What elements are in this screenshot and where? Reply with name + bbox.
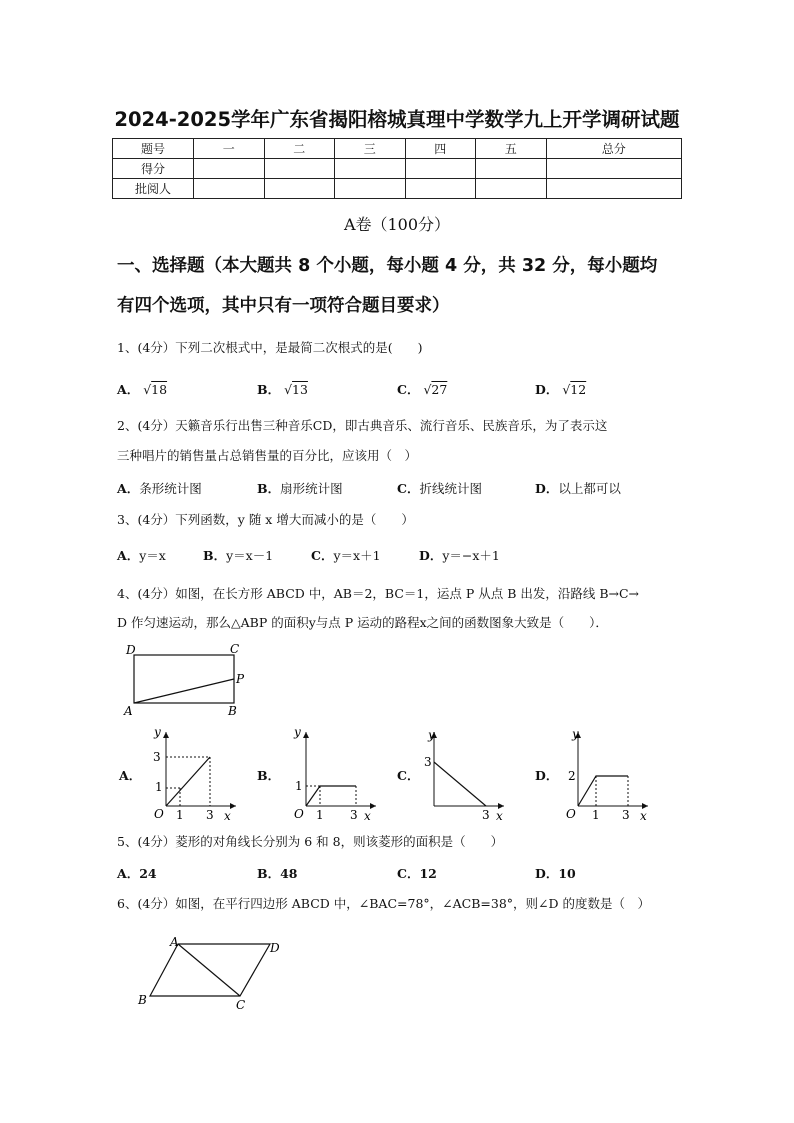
svg-text:2: 2 xyxy=(568,769,576,783)
option-a[interactable]: A．y＝x xyxy=(117,548,166,563)
table-header-cell: 一 xyxy=(194,139,265,159)
graph-option-b xyxy=(280,726,380,822)
option-d[interactable]: D． √12 xyxy=(535,382,587,397)
svg-text:1: 1 xyxy=(592,808,600,822)
option-c[interactable]: C．12 xyxy=(397,866,437,881)
question-2-options xyxy=(117,479,687,499)
vertex-label-d: D xyxy=(270,941,280,955)
part-heading-line1: 一、选择题（本大题共 8 个小题，每小题 4 分，共 32 分，每小题均 xyxy=(117,256,658,276)
svg-text:x: x xyxy=(496,809,503,822)
table-cell[interactable] xyxy=(476,179,547,199)
svg-text:3: 3 xyxy=(206,808,214,822)
table-row xyxy=(113,159,682,179)
table-header-cell: 总分 xyxy=(546,139,682,159)
table-cell[interactable] xyxy=(335,159,406,179)
svg-text:1: 1 xyxy=(176,808,184,822)
table-row-label: 批阅人 xyxy=(113,179,194,199)
option-d[interactable]: D．以上都可以 xyxy=(535,481,621,496)
question-4-stem-cont: D 作匀速运动，那么△ABP 的面积y与点 P 运动的路程x之间的函数图象大致是（ ）． xyxy=(117,615,608,630)
question-1-options xyxy=(117,380,687,400)
table-header-cell: 题号 xyxy=(113,139,194,159)
svg-text:O: O xyxy=(294,807,304,821)
option-c[interactable]: C．y＝x＋1 xyxy=(311,548,381,563)
table-cell[interactable] xyxy=(264,179,335,199)
part-heading-line2: 有四个选项，其中只有一项符合题目要求） xyxy=(117,296,450,316)
svg-text:3: 3 xyxy=(622,808,630,822)
option-c[interactable]: C．折线统计图 xyxy=(397,481,482,496)
option-b[interactable]: B． √13 xyxy=(257,382,308,397)
svg-text:1: 1 xyxy=(295,779,303,793)
option-b[interactable]: B． xyxy=(257,768,281,783)
table-cell[interactable] xyxy=(476,159,547,179)
table-header-cell: 五 xyxy=(476,139,547,159)
table-row xyxy=(113,139,682,159)
svg-text:1: 1 xyxy=(316,808,324,822)
vertex-label-b: B xyxy=(138,993,147,1007)
svg-text:x: x xyxy=(640,809,647,822)
parallelogram-figure xyxy=(134,932,294,1012)
svg-text:3: 3 xyxy=(424,755,432,769)
svg-text:O: O xyxy=(154,807,164,821)
graph-option-a xyxy=(140,726,240,822)
question-5-options xyxy=(117,864,687,884)
svg-text:3: 3 xyxy=(350,808,358,822)
graph-option-c xyxy=(412,726,512,822)
svg-text:y: y xyxy=(294,726,301,739)
vertex-label-a: A xyxy=(170,935,179,949)
table-cell[interactable] xyxy=(194,159,265,179)
table-cell[interactable] xyxy=(264,159,335,179)
question-2-stem: 2、(4分）天籁音乐行出售三种音乐CD，即古典音乐、流行音乐、民族音乐，为了表示这 xyxy=(117,418,608,433)
question-4-stem: 4、(4分）如图，在长方形 ABCD 中，AB＝2，BC＝1，运点 P 从点 B 出发，沿路线 B→C→ xyxy=(117,586,640,601)
option-d[interactable]: D．10 xyxy=(535,866,576,881)
table-header-cell: 三 xyxy=(335,139,406,159)
svg-text:3: 3 xyxy=(482,808,490,822)
vertex-label-c: C xyxy=(236,998,246,1012)
svg-text:x: x xyxy=(224,809,231,822)
question-3-options xyxy=(117,546,687,566)
table-cell[interactable] xyxy=(546,179,682,199)
svg-text:O: O xyxy=(566,807,576,821)
option-b[interactable]: B．扇形统计图 xyxy=(257,481,343,496)
page-title: 2024-2025学年广东省揭阳榕城真理中学数学九上开学调研试题 xyxy=(114,108,680,131)
table-cell[interactable] xyxy=(405,159,476,179)
option-b[interactable]: B．48 xyxy=(257,866,298,881)
option-c[interactable]: C． √27 xyxy=(397,382,448,397)
table-row-label: 得分 xyxy=(113,159,194,179)
question-6-stem: 6、(4分）如图，在平行四边形 ABCD 中，∠BAC=78°，∠ACB=38°，则∠D 的度数是（ ） xyxy=(117,896,650,911)
question-1-stem: 1、(4分）下列二次根式中，是最简二次根式的是( ) xyxy=(117,340,423,355)
table-cell[interactable] xyxy=(546,159,682,179)
option-d[interactable]: D．y＝−x＋1 xyxy=(419,548,500,563)
vertex-label-d: D xyxy=(126,643,136,657)
option-a[interactable]: A．条形统计图 xyxy=(117,481,202,496)
question-2-stem-cont: 三种唱片的销售量占总销售量的百分比，应该用（ ） xyxy=(117,448,418,463)
question-3-stem: 3、(4分）下列函数，y 随 x 增大而减小的是（ ） xyxy=(117,512,414,527)
graph-option-d xyxy=(556,726,656,822)
question-5-stem: 5、(4分）菱形的对角线长分别为 6 和 8，则该菱形的面积是（ ） xyxy=(117,834,504,849)
score-table xyxy=(112,138,682,199)
table-header-cell: 四 xyxy=(405,139,476,159)
svg-text:y: y xyxy=(572,727,579,741)
table-header-cell: 二 xyxy=(264,139,335,159)
option-a[interactable]: A． xyxy=(119,768,142,783)
vertex-label-p: P xyxy=(236,672,245,686)
option-a[interactable]: A． √18 xyxy=(117,382,168,397)
table-cell[interactable] xyxy=(405,179,476,199)
vertex-label-b: B xyxy=(228,704,237,718)
svg-text:y: y xyxy=(154,726,161,739)
vertex-label-a: A xyxy=(124,704,133,718)
svg-text:y: y xyxy=(428,728,435,742)
svg-text:3: 3 xyxy=(153,750,161,764)
rectangle-figure xyxy=(120,640,260,720)
vertex-label-c: C xyxy=(230,642,240,656)
option-b[interactable]: B．y＝x－1 xyxy=(203,548,274,563)
table-cell[interactable] xyxy=(335,179,406,199)
table-cell[interactable] xyxy=(194,179,265,199)
svg-text:1: 1 xyxy=(155,780,163,794)
option-a[interactable]: A．24 xyxy=(117,866,157,881)
section-heading: A卷（100分） xyxy=(343,215,451,234)
svg-text:x: x xyxy=(364,809,371,822)
table-row xyxy=(113,179,682,199)
option-d[interactable]: D． xyxy=(535,768,559,783)
option-c[interactable]: C． xyxy=(397,768,420,783)
